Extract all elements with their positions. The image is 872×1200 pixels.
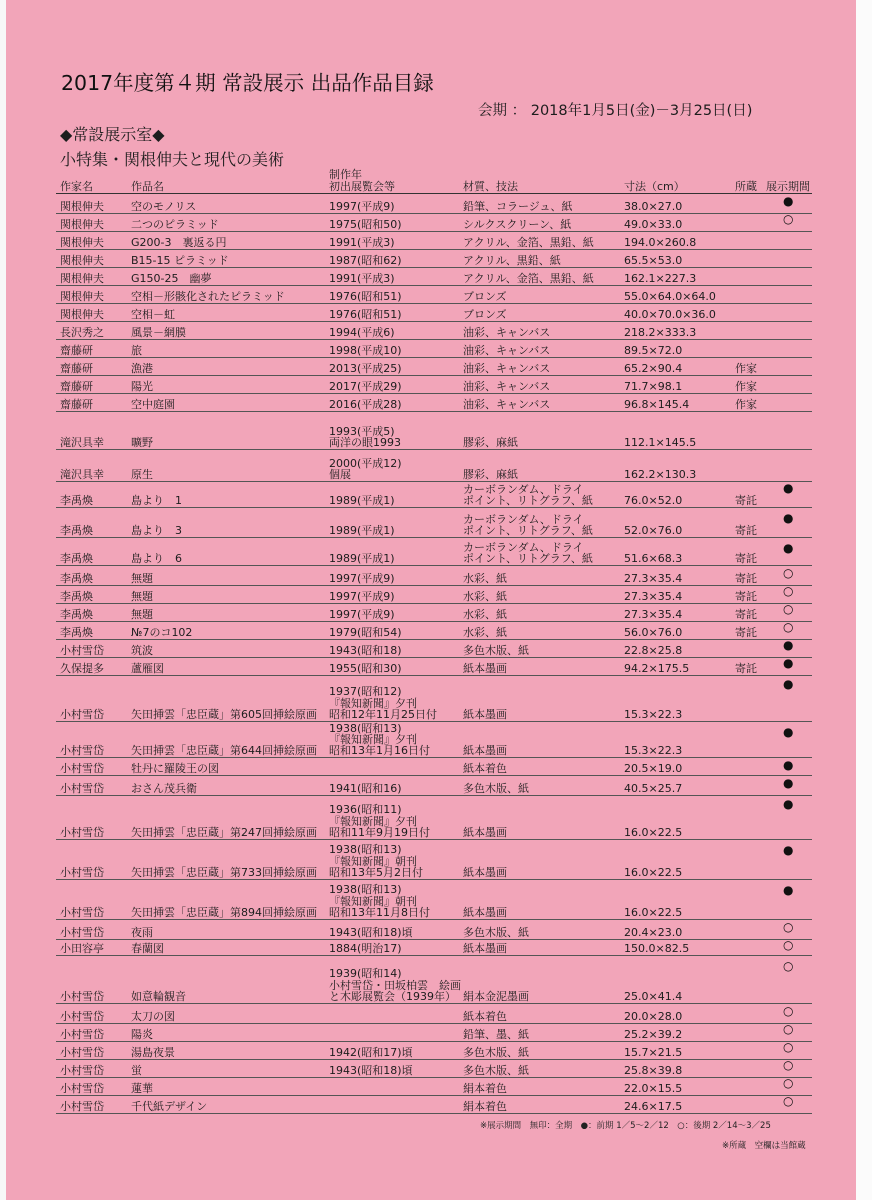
table-row — [0, 1040, 872, 1060]
cell-owner: 作家 — [735, 361, 757, 375]
cell-artist: 小田容亭 — [60, 941, 104, 955]
cell-material: 水彩、紙 — [463, 571, 507, 585]
cell-material: 油彩、キャンバス — [463, 325, 551, 339]
cell-size: 22.8×25.8 — [624, 643, 683, 657]
cell-year: 1938(昭和13) 『報知新聞』朝刊 昭和13年5月2日付 — [329, 843, 423, 879]
cell-material: 紙本墨画 — [463, 865, 507, 879]
cell-size: 15.3×22.3 — [624, 707, 683, 721]
cell-year: 2017(平成29) — [329, 379, 402, 393]
cell-work: 空相－形骸化されたピラミッド — [131, 289, 285, 303]
cell-artist: 小村雪岱 — [60, 989, 104, 1003]
cell-work: 陽炎 — [131, 1027, 153, 1041]
header-owner: 所蔵 — [735, 180, 757, 193]
second-half-mark: ○ — [783, 212, 794, 226]
cell-work: 矢田挿雲「忠臣蔵」第644回挿絵原画 — [131, 743, 317, 757]
cell-artist: 小村雪岱 — [60, 707, 104, 721]
cell-work: G150-25 幽夢 — [131, 271, 212, 285]
cell-artist: 李禹煥 — [60, 523, 93, 537]
cell-year: 1997(平成9) — [329, 571, 395, 585]
cell-year: 1976(昭和51) — [329, 307, 402, 321]
cell-artist: 小村雪岱 — [60, 643, 104, 657]
table-row — [0, 392, 872, 412]
cell-work: 矢田挿雲「忠臣蔵」第733回挿絵原画 — [131, 865, 317, 879]
cell-material: ブロンズ — [463, 307, 507, 321]
cell-material: 紙本墨画 — [463, 707, 507, 721]
second-half-mark: ○ — [783, 1022, 794, 1036]
cell-work: 島より 3 — [131, 523, 182, 537]
first-half-mark: ● — [783, 776, 794, 790]
cell-year: 1943(昭和18)頃 — [329, 1063, 413, 1077]
cell-year: 1976(昭和51) — [329, 289, 402, 303]
cell-owner: 寄託 — [735, 551, 757, 565]
cell-work: 矢田挿雲「忠臣蔵」第605回挿絵原画 — [131, 707, 317, 721]
cell-artist: 小村雪岱 — [60, 925, 104, 939]
cell-artist: 小村雪岱 — [60, 1081, 104, 1095]
cell-material: カーボランダム、ドライ ポイント、リトグラフ、紙 — [463, 512, 593, 537]
cell-artist: 李禹煥 — [60, 589, 93, 603]
table-row — [0, 840, 872, 880]
cell-year: 2000(平成12) 個展 — [329, 456, 402, 481]
cell-work: 島より 6 — [131, 551, 182, 565]
cell-work: 漁港 — [131, 361, 153, 375]
table-row — [0, 266, 872, 286]
cell-work: 空中庭園 — [131, 397, 175, 411]
cell-work: 原生 — [131, 467, 153, 481]
cell-work: 千代紙デザイン — [131, 1099, 208, 1113]
cell-year: 1938(昭和13) 『報知新聞』朝刊 昭和13年11月8日付 — [329, 883, 430, 919]
cell-artist: 滝沢具幸 — [60, 467, 104, 481]
cell-year: 1989(平成1) — [329, 523, 395, 537]
cell-work: 蛍 — [131, 1063, 142, 1077]
cell-size: 20.0×28.0 — [624, 1009, 683, 1023]
table-row — [0, 1022, 872, 1042]
table-row — [0, 758, 872, 776]
cell-artist: 滝沢具幸 — [60, 435, 104, 449]
table-row — [0, 638, 872, 658]
cell-artist: 小村雪岱 — [60, 1099, 104, 1113]
cell-size: 112.1×145.5 — [624, 435, 697, 449]
table-row — [0, 248, 872, 268]
cell-size: 162.1×227.3 — [624, 271, 697, 285]
cell-material: 紙本墨画 — [463, 825, 507, 839]
cell-work: 太刀の図 — [131, 1009, 175, 1023]
table-row — [0, 508, 872, 538]
table-row — [0, 956, 872, 1004]
cell-work: 二つのピラミッド — [131, 217, 219, 231]
cell-size: 162.2×130.3 — [624, 467, 697, 481]
table-row — [0, 880, 872, 920]
table-row — [0, 794, 872, 840]
first-half-mark: ● — [783, 797, 794, 811]
cell-artist: 李禹煥 — [60, 607, 93, 621]
cell-work: 無題 — [131, 571, 153, 585]
cell-artist: 小村雪岱 — [60, 1063, 104, 1077]
cell-size: 38.0×27.0 — [624, 199, 683, 213]
header-size: 寸法（cm） — [624, 180, 685, 193]
cell-artist: 長沢秀之 — [60, 325, 104, 339]
cell-year: 1989(平成1) — [329, 493, 395, 507]
second-half-mark: ○ — [783, 1058, 794, 1072]
table-row — [0, 478, 872, 508]
cell-material: 鉛筆、墨、紙 — [463, 1027, 529, 1041]
cell-size: 55.0×64.0×64.0 — [624, 289, 716, 303]
cell-size: 40.5×25.7 — [624, 781, 683, 795]
cell-artist: 齋藤研 — [60, 397, 93, 411]
page-title: 2017年度第４期 常設展示 出品作品目録 — [61, 71, 434, 95]
cell-work: 春蘭図 — [131, 941, 164, 955]
cell-material: 多色木版、紙 — [463, 1045, 529, 1059]
cell-size: 194.0×260.8 — [624, 235, 697, 249]
second-half-mark: ○ — [783, 959, 794, 973]
cell-artist: 関根伸夫 — [60, 235, 104, 249]
cell-work: 如意輪観音 — [131, 989, 186, 1003]
cell-size: 25.2×39.2 — [624, 1027, 683, 1041]
cell-material: 多色木版、紙 — [463, 1063, 529, 1077]
cell-material: 絹本着色 — [463, 1081, 507, 1095]
cell-material: ブロンズ — [463, 289, 507, 303]
cell-work: 蘆雁図 — [131, 661, 164, 675]
cell-material: 油彩、キャンバス — [463, 379, 551, 393]
cell-year: 2016(平成28) — [329, 397, 402, 411]
table-row — [0, 674, 872, 722]
cell-material: 紙本着色 — [463, 761, 507, 775]
first-half-mark: ● — [783, 481, 794, 495]
cell-artist: 関根伸夫 — [60, 289, 104, 303]
cell-year: 1979(昭和54) — [329, 625, 402, 639]
cell-material: アクリル、黒鉛、紙 — [463, 253, 561, 267]
first-half-mark: ● — [783, 194, 794, 208]
first-half-mark: ● — [783, 541, 794, 555]
cell-year: 1942(昭和17)頃 — [329, 1045, 413, 1059]
cell-year: 1937(昭和12) 『報知新聞』夕刊 昭和12年11月25日付 — [329, 685, 437, 721]
table-row — [0, 230, 872, 250]
cell-year: 1997(平成9) — [329, 589, 395, 603]
cell-material: 油彩、キャンバス — [463, 397, 551, 411]
cell-size: 25.8×39.8 — [624, 1063, 683, 1077]
cell-owner: 作家 — [735, 397, 757, 411]
cell-artist: 齋藤研 — [60, 343, 93, 357]
cell-size: 65.2×90.4 — [624, 361, 683, 375]
cell-size: 65.5×53.0 — [624, 253, 683, 267]
second-half-mark: ○ — [783, 1076, 794, 1090]
first-half-mark: ● — [783, 843, 794, 857]
cell-size: 94.2×175.5 — [624, 661, 690, 675]
second-half-mark: ○ — [783, 1040, 794, 1054]
cell-material: 水彩、紙 — [463, 625, 507, 639]
cell-artist: 関根伸夫 — [60, 271, 104, 285]
cell-artist: 関根伸夫 — [60, 253, 104, 267]
row-divider — [56, 1113, 812, 1114]
cell-material: 油彩、キャンバス — [463, 361, 551, 375]
cell-size: 20.5×19.0 — [624, 761, 683, 775]
cell-size: 51.6×68.3 — [624, 551, 683, 565]
cell-year: 1936(昭和11) 『報知新聞』夕刊 昭和11年9月19日付 — [329, 803, 430, 839]
cell-material: 膠彩、麻紙 — [463, 435, 518, 449]
table-row — [0, 602, 872, 622]
footnote-owner: ※所蔵 空欄は当館蔵 — [722, 1141, 806, 1151]
cell-artist: 小村雪岱 — [60, 743, 104, 757]
second-half-mark: ○ — [783, 1094, 794, 1108]
cell-artist: 李禹煥 — [60, 571, 93, 585]
table-row — [0, 194, 872, 214]
cell-material: 油彩、キャンバス — [463, 343, 551, 357]
cell-size: 27.3×35.4 — [624, 607, 683, 621]
cell-material: 水彩、紙 — [463, 589, 507, 603]
cell-work: 矢田挿雲「忠臣蔵」第247回挿絵原画 — [131, 825, 317, 839]
cell-size: 96.8×145.4 — [624, 397, 690, 411]
cell-size: 15.7×21.5 — [624, 1045, 683, 1059]
first-half-mark: ● — [783, 677, 794, 691]
cell-work: G200-3 裏返る円 — [131, 235, 227, 249]
cell-work: B15-15 ピラミッド — [131, 253, 229, 267]
cell-size: 150.0×82.5 — [624, 941, 690, 955]
cell-work: 曠野 — [131, 435, 153, 449]
first-half-mark: ● — [783, 656, 794, 670]
cell-size: 89.5×72.0 — [624, 343, 683, 357]
cell-artist: 久保提多 — [60, 661, 104, 675]
cell-size: 40.0×70.0×36.0 — [624, 307, 716, 321]
cell-owner: 作家 — [735, 379, 757, 393]
cell-owner: 寄託 — [735, 607, 757, 621]
cell-artist: 小村雪岱 — [60, 1009, 104, 1023]
cell-owner: 寄託 — [735, 523, 757, 537]
cell-year: 1941(昭和16) — [329, 781, 402, 795]
cell-material: 多色木版、紙 — [463, 781, 529, 795]
table-row — [0, 722, 872, 758]
header-period: 展示期間 — [766, 180, 810, 193]
cell-material: 紙本墨画 — [463, 941, 507, 955]
table-row — [0, 920, 872, 940]
footnote-period: ※展示期間 無印：全期 ●：前期 1／5～2／12 ○：後期 2／14～3／25 — [480, 1121, 771, 1131]
table-row — [0, 338, 872, 358]
table-row — [0, 320, 872, 340]
cell-size: 22.0×15.5 — [624, 1081, 683, 1095]
cell-year: 1939(昭和14) 小村雪岱・田坂柏雲 絵画 と木彫展覧会（1939年） — [329, 967, 461, 1003]
table-row — [0, 374, 872, 394]
cell-year: 1991(平成3) — [329, 235, 395, 249]
cell-size: 56.0×76.0 — [624, 625, 683, 639]
cell-year: 1998(平成10) — [329, 343, 402, 357]
cell-year: 1943(昭和18)頃 — [329, 925, 413, 939]
cell-owner: 寄託 — [735, 571, 757, 585]
cell-owner: 寄託 — [735, 661, 757, 675]
table-row — [0, 212, 872, 232]
cell-artist: 小村雪岱 — [60, 761, 104, 775]
second-half-mark: ○ — [783, 620, 794, 634]
cell-work: 旅 — [131, 343, 142, 357]
table-row — [0, 566, 872, 586]
first-half-mark: ● — [783, 883, 794, 897]
cell-artist: 李禹煥 — [60, 551, 93, 565]
table-row — [0, 620, 872, 640]
cell-size: 218.2×333.3 — [624, 325, 697, 339]
cell-artist: 関根伸夫 — [60, 307, 104, 321]
cell-work: 空のモノリス — [131, 199, 197, 213]
cell-material: 紙本墨画 — [463, 661, 507, 675]
cell-artist: 小村雪岱 — [60, 825, 104, 839]
cell-year: 1997(平成9) — [329, 199, 395, 213]
cell-material: 紙本着色 — [463, 1009, 507, 1023]
table-row — [0, 584, 872, 604]
cell-year: 1993(平成5) 両洋の眼1993 — [329, 424, 401, 449]
cell-year: 1884(明治17) — [329, 941, 402, 955]
table-row — [0, 776, 872, 796]
cell-owner: 寄託 — [735, 625, 757, 639]
cell-material: 紙本墨画 — [463, 743, 507, 757]
cell-year: 1938(昭和13) 『報知新聞』夕刊 昭和13年1月16日付 — [329, 722, 430, 758]
cell-work: 湯島夜景 — [131, 1045, 175, 1059]
cell-work: 筑波 — [131, 643, 153, 657]
cell-year: 1997(平成9) — [329, 607, 395, 621]
cell-material: 水彩、紙 — [463, 607, 507, 621]
cell-artist: 小村雪岱 — [60, 905, 104, 919]
cell-work: 牡丹に羅陵王の図 — [131, 761, 219, 775]
cell-year: 1955(昭和30) — [329, 661, 402, 675]
table-row — [0, 938, 872, 956]
table-row — [0, 1094, 872, 1114]
cell-size: 16.0×22.5 — [624, 865, 683, 879]
cell-year: 2013(平成25) — [329, 361, 402, 375]
cell-year: 1943(昭和18) — [329, 643, 402, 657]
cell-size: 15.3×22.3 — [624, 743, 683, 757]
second-half-mark: ○ — [783, 584, 794, 598]
cell-size: 25.0×41.4 — [624, 989, 683, 1003]
table-row — [0, 410, 872, 450]
cell-work: 矢田挿雲「忠臣蔵」第894回挿絵原画 — [131, 905, 317, 919]
cell-size: 27.3×35.4 — [624, 571, 683, 585]
cell-material: 絹本着色 — [463, 1099, 507, 1113]
cell-artist: 関根伸夫 — [60, 217, 104, 231]
cell-work: おさん茂兵衛 — [131, 781, 197, 795]
cell-size: 49.0×33.0 — [624, 217, 683, 231]
cell-size: 20.4×23.0 — [624, 925, 683, 939]
table-row — [0, 1058, 872, 1078]
first-half-mark: ● — [783, 758, 794, 772]
second-half-mark: ○ — [783, 1004, 794, 1018]
cell-artist: 齋藤研 — [60, 379, 93, 393]
header-material: 材質、技法 — [463, 180, 518, 193]
second-half-mark: ○ — [783, 566, 794, 580]
table-row — [0, 1004, 872, 1024]
header-artist: 作家名 — [60, 180, 93, 193]
table-row — [0, 656, 872, 676]
cell-material: 膠彩、麻紙 — [463, 467, 518, 481]
cell-size: 71.7×98.1 — [624, 379, 683, 393]
cell-artist: 齋藤研 — [60, 361, 93, 375]
cell-work: 蓮華 — [131, 1081, 153, 1095]
first-half-mark: ● — [783, 511, 794, 525]
cell-artist: 小村雪岱 — [60, 1027, 104, 1041]
cell-material: カーボランダム、ドライ ポイント、リトグラフ、紙 — [463, 482, 593, 507]
cell-size: 76.0×52.0 — [624, 493, 683, 507]
table-row — [0, 1076, 872, 1096]
first-half-mark: ● — [783, 638, 794, 652]
cell-artist: 関根伸夫 — [60, 199, 104, 213]
cell-work: 空相－虹 — [131, 307, 175, 321]
cell-work: 陽光 — [131, 379, 153, 393]
cell-work: 夜雨 — [131, 925, 153, 939]
cell-work: 島より 1 — [131, 493, 182, 507]
cell-material: カーボランダム、ドライ ポイント、リトグラフ、紙 — [463, 540, 593, 565]
table-row — [0, 356, 872, 376]
cell-material: 紙本墨画 — [463, 905, 507, 919]
second-half-mark: ○ — [783, 920, 794, 934]
cell-material: 多色木版、紙 — [463, 925, 529, 939]
second-half-mark: ○ — [783, 602, 794, 616]
table-row — [0, 302, 872, 322]
cell-owner: 寄託 — [735, 493, 757, 507]
cell-material: 絹本金泥墨画 — [463, 989, 529, 1003]
cell-material: アクリル、金箔、黒鉛、紙 — [463, 235, 594, 249]
cell-year: 1991(平成3) — [329, 271, 395, 285]
cell-artist: 小村雪岱 — [60, 865, 104, 879]
cell-size: 16.0×22.5 — [624, 905, 683, 919]
header-work: 作品名 — [131, 180, 164, 193]
cell-artist: 小村雪岱 — [60, 1045, 104, 1059]
cell-material: シルクスクリーン、紙 — [463, 217, 572, 231]
cell-size: 52.0×76.0 — [624, 523, 683, 537]
exhibition-period: 会期 ： 2018年1月5日(金)－3月25日(日) — [478, 103, 753, 119]
cell-year: 1975(昭和50) — [329, 217, 402, 231]
cell-artist: 李禹煥 — [60, 625, 93, 639]
second-half-mark: ○ — [783, 938, 794, 952]
cell-work: 無題 — [131, 589, 153, 603]
cell-material: アクリル、金箔、黒鉛、紙 — [463, 271, 594, 285]
cell-size: 24.6×17.5 — [624, 1099, 683, 1113]
cell-size: 16.0×22.5 — [624, 825, 683, 839]
cell-year: 1994(平成6) — [329, 325, 395, 339]
table-row — [0, 538, 872, 566]
cell-size: 27.3×35.4 — [624, 589, 683, 603]
table-row — [0, 284, 872, 304]
subsection-heading: 小特集・関根伸夫と現代の美術 — [60, 150, 285, 169]
cell-owner: 寄託 — [735, 589, 757, 603]
cell-material: 鉛筆、コラージュ、紙 — [463, 199, 573, 213]
cell-work: 無題 — [131, 607, 153, 621]
header-year: 制作年 初出展覧会等 — [329, 168, 395, 193]
cell-work: 風景－網膜 — [131, 325, 186, 339]
cell-material: 多色木版、紙 — [463, 643, 529, 657]
first-half-mark: ● — [783, 725, 794, 739]
cell-artist: 李禹煥 — [60, 493, 93, 507]
cell-year: 1989(平成1) — [329, 551, 395, 565]
section-heading: ◆常設展示室◆ — [60, 125, 165, 144]
cell-work: №7のコ102 — [131, 625, 193, 639]
cell-artist: 小村雪岱 — [60, 781, 104, 795]
cell-year: 1987(昭和62) — [329, 253, 402, 267]
